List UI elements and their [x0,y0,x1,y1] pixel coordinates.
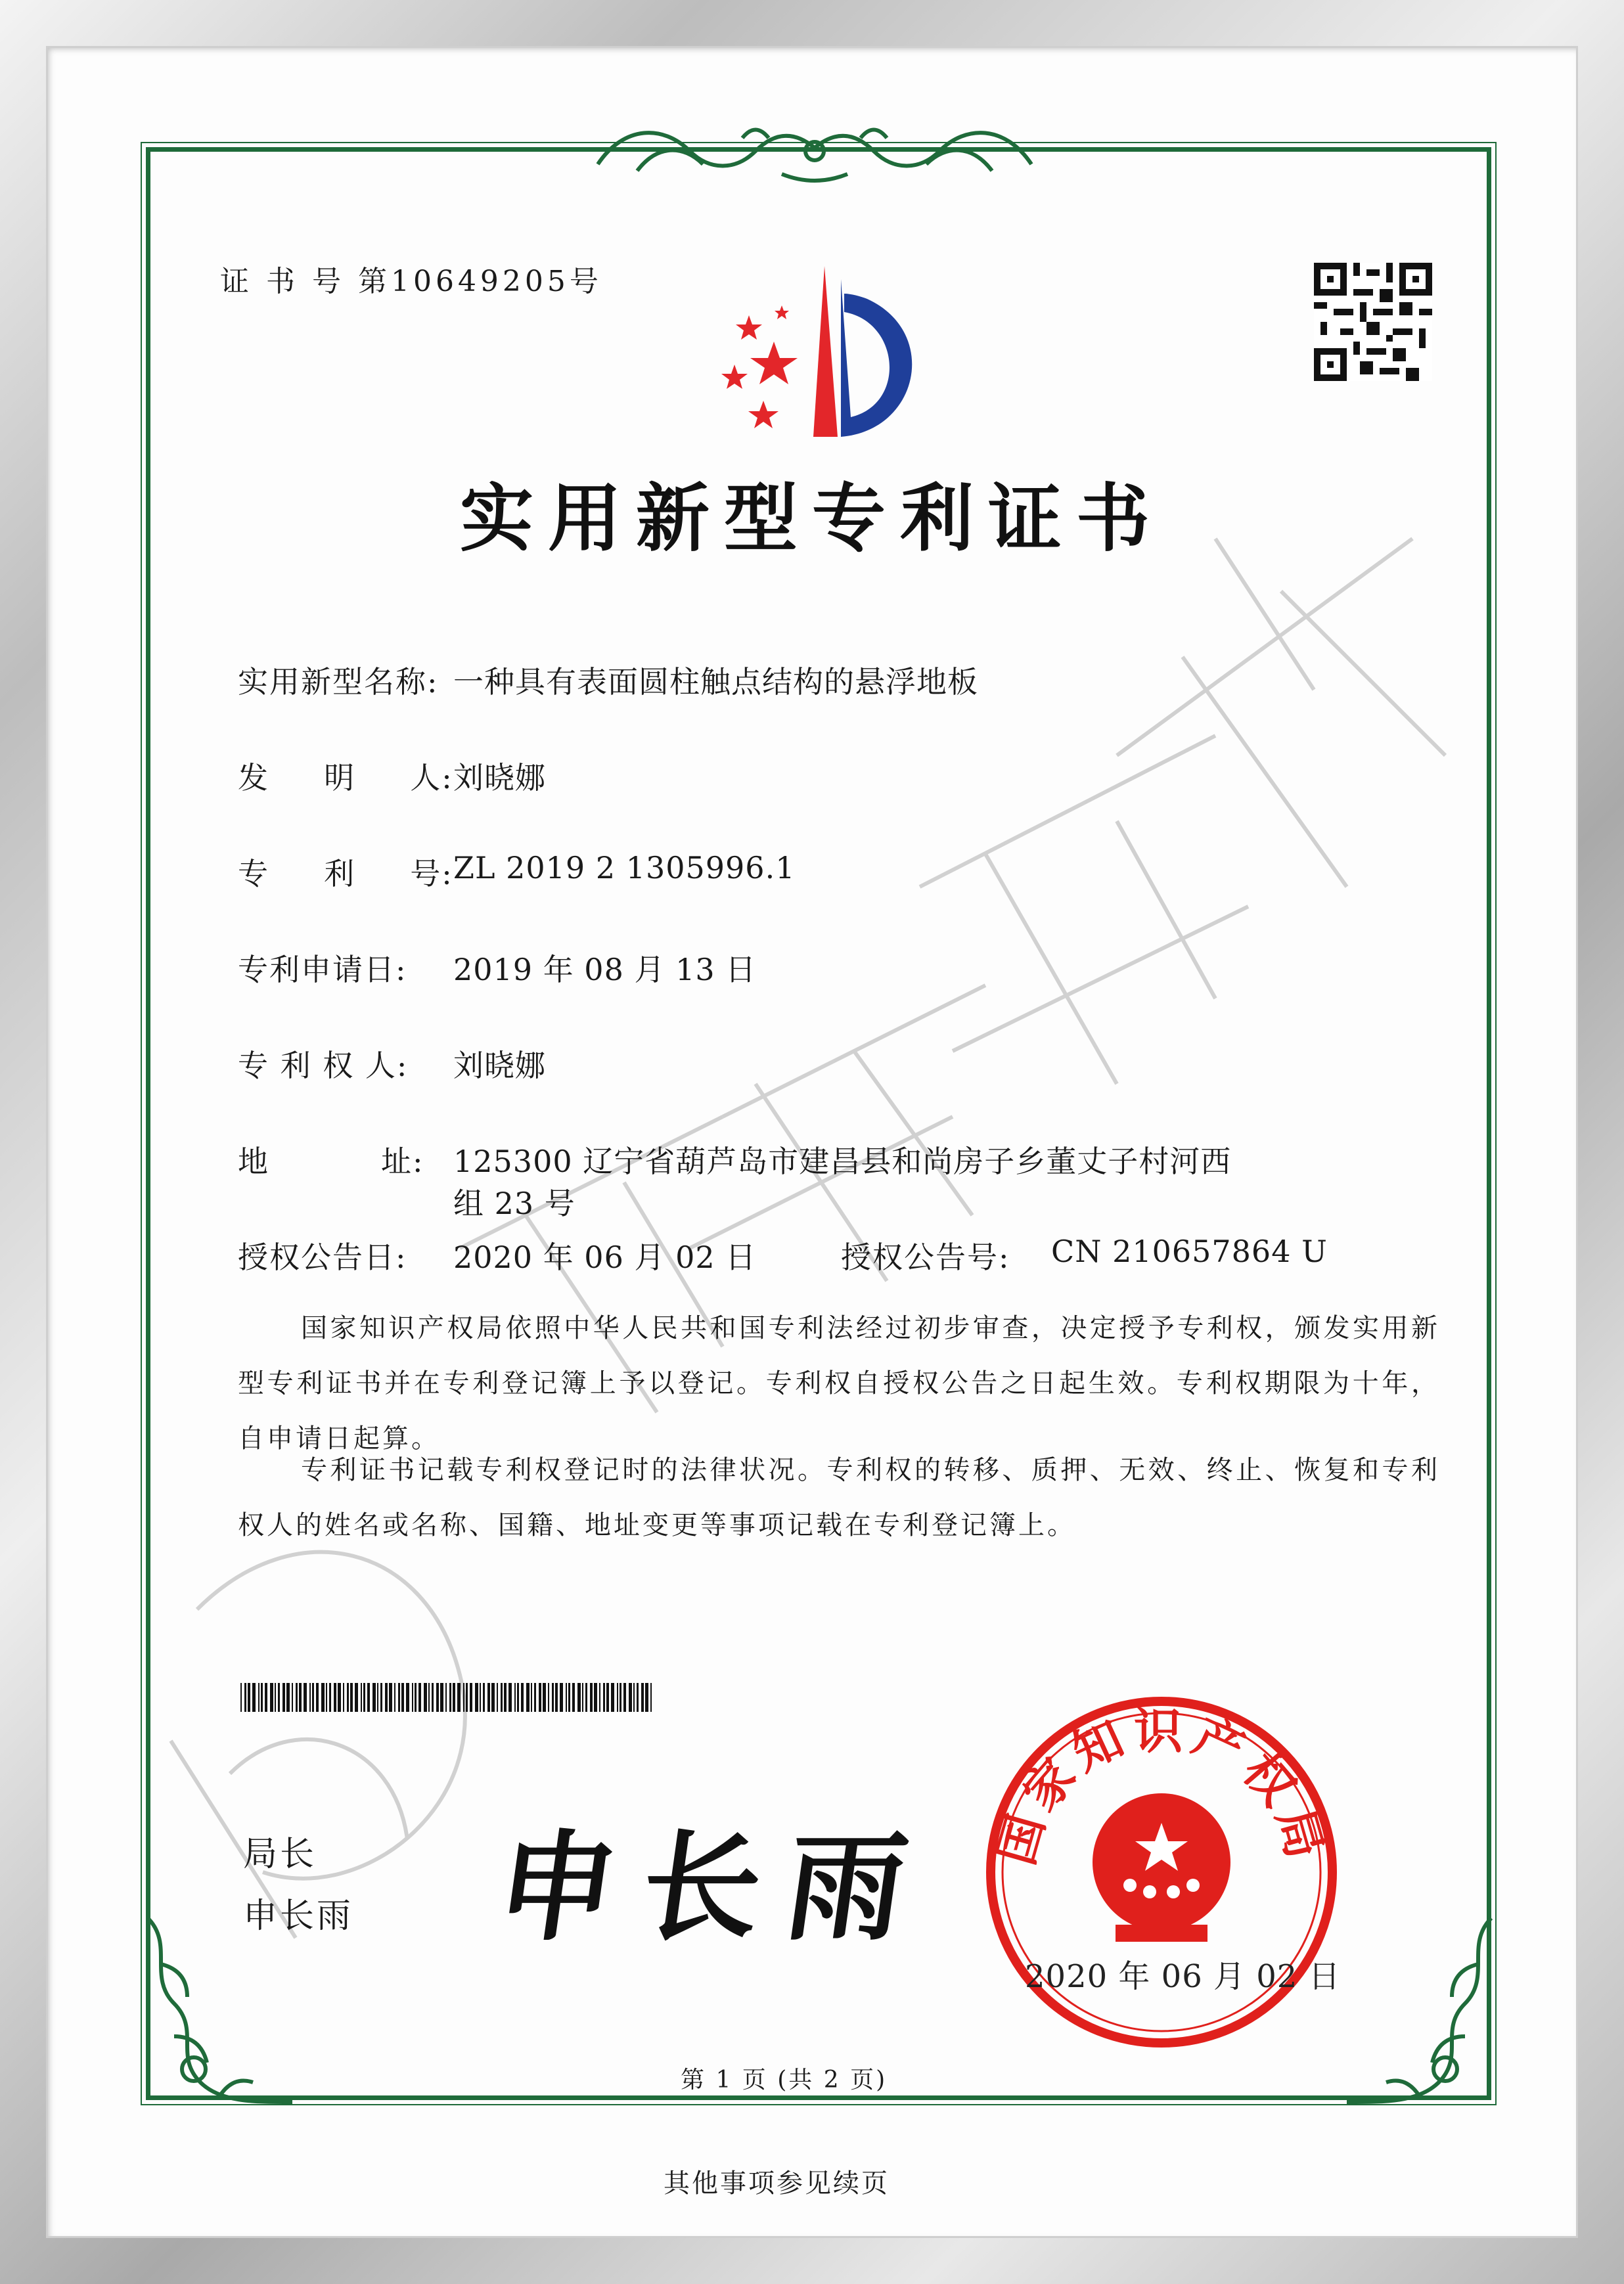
inventor-value: 刘晓娜 [453,760,546,795]
certificate-number: 证 书 号 第10649205号 [220,265,602,298]
address-line-2: 组 23 号 [453,1186,575,1221]
barcode-icon [240,1683,654,1712]
address-label-1: 地 [238,1144,269,1179]
patentee-label: 专 利 权 人: [238,1048,409,1083]
signature-name: 申长雨 [243,1896,354,1936]
address-label-2: 址: [381,1144,424,1179]
patent-number-label: 专 利 号: [238,856,453,891]
page-number: 第 1 页 (共 2 页) [681,2067,888,2094]
inventor-label: 发 明 人: [238,760,453,795]
name-label: 实用新型名称: [238,664,439,700]
patent-number-value: ZL 2019 2 1305996.1 [453,850,796,885]
filing-date-value: 2019 年 08 月 13 日 [453,952,757,987]
seal-date: 2020 年 06 月 02 日 [1025,1958,1341,1995]
filing-date-label: 专利申请日: [238,952,407,987]
name-value: 一种具有表面圆柱触点结构的悬浮地板 [453,664,978,700]
footer-note: 其他事项参见续页 [664,2168,890,2199]
grant-date-label: 授权公告日: [238,1240,407,1275]
patentee-value: 刘晓娜 [453,1048,546,1083]
grant-number-value: CN 210657864 U [1051,1234,1328,1269]
handwritten-signature: 申长雨 [488,1818,941,1957]
signature-title: 局长 [243,1835,317,1874]
grant-number-label: 授权公告号: [841,1240,1010,1275]
paragraph-2: 专利证书记载专利权登记时的法律状况。专利权的转移、质押、无效、终止、恢复和专利权人的姓名或名称、国籍、地址变更等事项记载在专利登记簿上。 [238,1455,1440,1540]
grant-date-value: 2020 年 06 月 02 日 [453,1240,757,1275]
official-seal-icon [978,1688,1345,2056]
qr-code-icon [1314,263,1432,381]
certificate-title: 实用新型专利证书 [460,476,1164,562]
seal-text: 国家知识产权局 [987,1703,1336,1871]
paragraph-1: 国家知识产权局依照中华人民共和国专利法经过初步审查，决定授予专利权，颁发实用新型专利证书并在专利登记簿上予以登记。专利权自授权公告之日起生效。专利权期限为十年，自申请日起算。 [238,1313,1440,1454]
cnipa-logo-icon [703,259,946,450]
address-line-1: 125300 辽宁省葫芦岛市建昌县和尚房子乡董丈子村河西 [453,1144,1232,1179]
